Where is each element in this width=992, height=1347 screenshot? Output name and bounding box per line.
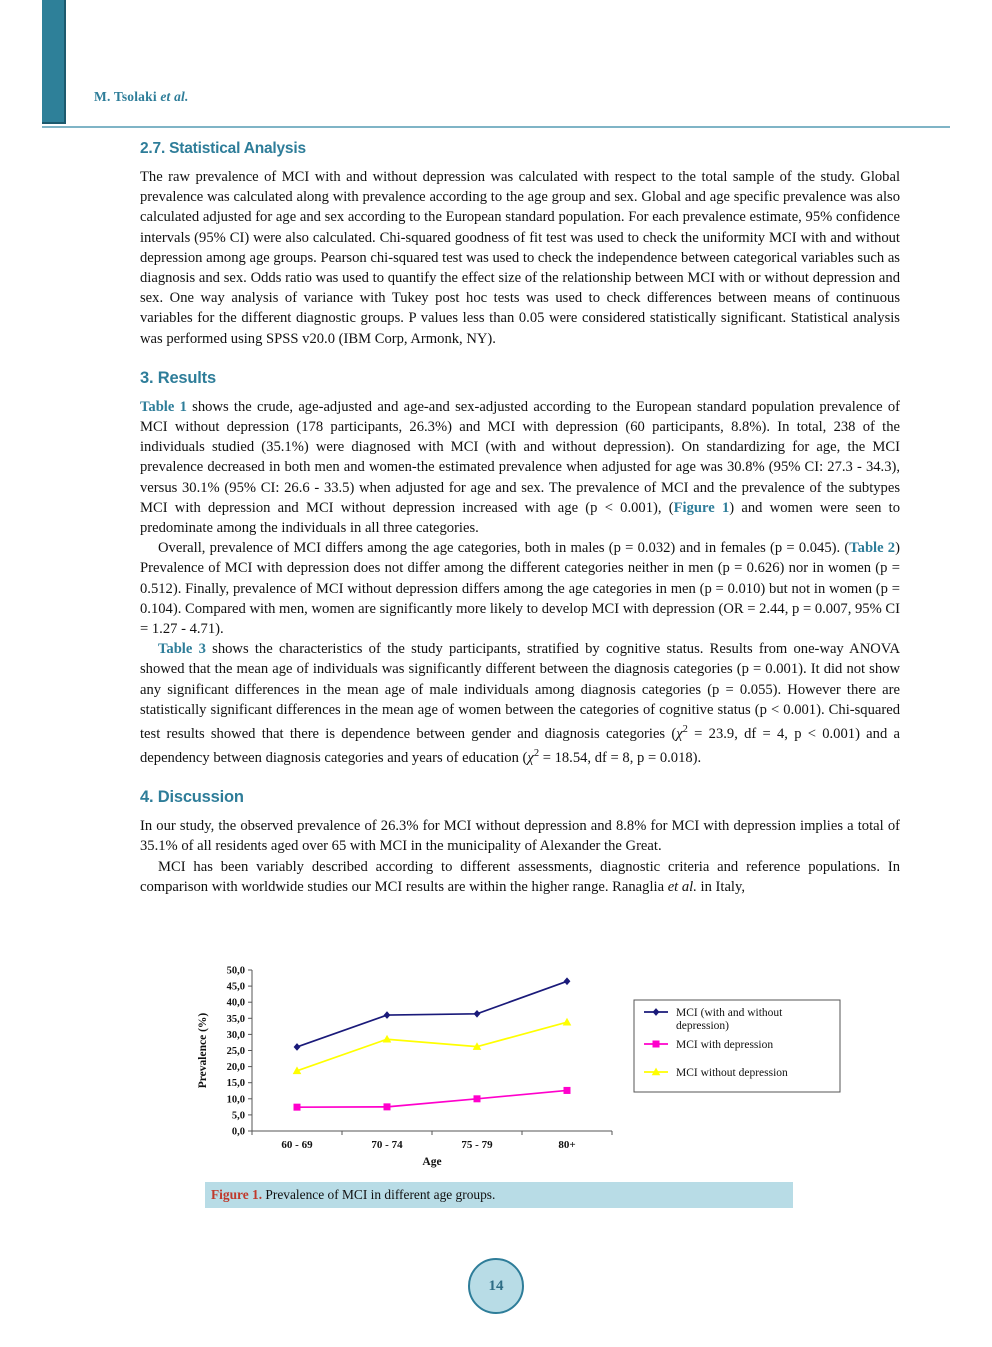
data-point-marker xyxy=(384,1104,390,1110)
chi-superscript-1: 2 xyxy=(682,724,688,736)
series-line xyxy=(297,1022,567,1071)
figure-caption-text: Prevalence of MCI in different age groups. xyxy=(262,1187,496,1202)
data-point-marker xyxy=(563,1018,571,1025)
data-point-marker xyxy=(564,978,570,985)
figure-caption-label: Figure 1. xyxy=(211,1187,263,1202)
xref-figure-1[interactable]: Figure 1 xyxy=(673,499,730,516)
chi-symbol-2: χ xyxy=(527,750,534,766)
paragraph-results-1-text-a: shows the crude, age-adjusted and age-and sex-adjusted according to the European standard population prevalence of MCI without depression (178 participants, 26.3%) and MCI with depression (60 participants, 8.8%). In total, 238 of the individuals studied (35.1%) were diagnosed with MCI (with and without depression). On standardizing for age, the MCI prevalence decreased in both men and women-the estimated prevalence when adjusted for age was 30.8% (95% CI: 27.3 - 34.3), versus 30.1% (95% CI: 26.6 - 33.5) when adjusted for age and sex. The prevalence of MCI and the prevalence of the subtypes MCI with depression and MCI without depression increased with age (p < 0.001), ( xyxy=(140,398,900,516)
chi-superscript-2: 2 xyxy=(533,748,540,760)
paragraph-discussion-2-text-a: MCI has been variably described according to different assessments, diagnostic criteria and reference populations. In comparison with worldwide studies our MCI results are within the higher range. Ranaglia xyxy=(140,858,900,895)
y-tick-label: 0,0 xyxy=(231,1126,245,1138)
legend-label: MCI with depression xyxy=(676,1039,774,1051)
paragraph-results-1-text-b: ) and women were seen to predominate among the individuals in all three categories. xyxy=(140,499,900,537)
xref-table-3[interactable]: Table 3 xyxy=(158,641,206,658)
y-tick-label: 15,0 xyxy=(226,1078,245,1090)
paragraph-discussion-1: In our study, the observed prevalence of 26.3% for MCI without depression and 8.8% for MCI with depression implies a total of 35.1% of all residents aged over 65 with MCI in the municipality of Alexander the Great. xyxy=(140,818,900,855)
data-point-marker xyxy=(474,1096,480,1102)
legend-label: depression) xyxy=(676,1020,730,1032)
etal-italic: et al. xyxy=(667,878,697,895)
figure-1-container xyxy=(140,962,900,1177)
running-head-etal: et al. xyxy=(160,89,189,104)
y-tick-label: 10,0 xyxy=(226,1094,245,1106)
x-tick-label: 75 - 79 xyxy=(461,1139,493,1151)
y-tick-label: 50,0 xyxy=(226,965,245,977)
paragraph-results-3-text-b: = 23.9, df = 4, p < 0.001) and a dependency between diagnosis categories and years of education ( xyxy=(140,725,900,766)
series-line xyxy=(297,1090,567,1107)
y-tick-label: 30,0 xyxy=(226,1029,245,1041)
x-axis-title: Age xyxy=(422,1156,442,1168)
x-tick-label: 60 - 69 xyxy=(281,1139,313,1151)
paragraph-results-3-text-c: = 18.54, df = 8, p = 0.018). xyxy=(539,750,702,766)
x-tick-label: 80+ xyxy=(558,1139,576,1151)
page-number-badge xyxy=(468,1258,524,1314)
heading-statistical-analysis: 2.7. Statistical Analysis xyxy=(140,140,306,157)
xref-table-2[interactable]: Table 2 xyxy=(849,540,896,557)
chi-symbol-1: χ xyxy=(676,725,683,742)
heading-results: 3. Results xyxy=(140,368,216,387)
paragraph-results-3-text-a: shows the characteristics of the study participants, stratified by cognitive status. Results from one-way ANOVA showed that the mean age of individuals was significantly different between the diagnosis categories (p = 0.001). It did not show any significant differences in the mean age of male individuals among diagnosis categories (p = 0.055). However there are statistically significant differences in the mean age of women between the categories of cognitive status (p < 0.001). Chi-squared test results showed that there is dependence between gender and diagnosis categories ( xyxy=(140,641,900,742)
data-point-marker xyxy=(564,1087,570,1093)
running-head xyxy=(94,89,189,105)
data-point-marker xyxy=(294,1044,300,1051)
legend-label: MCI without depression xyxy=(676,1067,788,1079)
y-tick-label: 25,0 xyxy=(226,1046,245,1057)
data-point-marker xyxy=(294,1104,300,1110)
figure-1-caption xyxy=(205,1182,793,1208)
chart-svg xyxy=(190,962,850,1177)
y-tick-label: 35,0 xyxy=(226,1013,245,1025)
paragraph-discussion-2-text-b: in Italy, xyxy=(696,878,745,895)
x-tick-label: 70 - 74 xyxy=(371,1139,403,1151)
line-chart xyxy=(190,962,850,1177)
header-accent-bar xyxy=(42,0,66,124)
series-line xyxy=(297,981,567,1047)
y-axis-title: Prevalence (%) xyxy=(197,1012,209,1089)
heading-discussion: 4. Discussion xyxy=(140,788,244,807)
y-tick-label: 5,0 xyxy=(231,1110,245,1122)
paragraph-results-2 xyxy=(140,538,900,639)
main-text-column xyxy=(140,140,900,897)
xref-table-1[interactable]: Table 1 xyxy=(140,398,187,415)
running-head-author: M. Tsolaki xyxy=(94,89,157,104)
paragraph-results-3 xyxy=(140,639,900,768)
y-tick-label: 40,0 xyxy=(226,997,245,1009)
paragraph-statistical-analysis: The raw prevalence of MCI with and without depression was calculated with respect to the total sample of the study. Global prevalence was calculated along with prevalence according to the age group and sex. Global and age specific prevalence was also calculated adjusted for age and sex according to the European standard population. For each prevalence estimate, 95% confidence intervals (95% CI) were also calculated. Chi-squared goodness of fit test was used to check the uniformity MCI with and without depression among age groups. Pearson chi-squared test was used to check the independence between categorical variables such as diagnosis and sex. Odds ratio was used to quantify the effect size of the relationship between MCI with or without depression and sex. One way analysis of variance with Tukey post hoc tests was used to check differences between means of continuous variables for the different diagnostic groups. P values less than 0.05 were considered statistically significant. Statistical analysis was performed using SPSS v20.0 (IBM Corp, Armonk, NY). xyxy=(140,169,900,347)
legend-marker xyxy=(653,1041,659,1047)
paragraph-results-2-text-b: ) Prevalence of MCI with depression does not differ among the different categories neither in men (p = 0.626) nor in women (p = 0.512). Finally, prevalence of MCI without depression differs among the age categories in men (p = 0.010) but not in women (p = 0.104). Compared with men, women are significantly more likely to develop MCI with depression (OR = 2.44, p = 0.007, 95% CI = 1.27 - 4.71). xyxy=(140,540,900,638)
paragraph-discussion-2 xyxy=(140,857,900,897)
paragraph-results-2-text-a: Overall, prevalence of MCI differs among the age categories, both in males (p = 0.032) and in females (p = 0.045). ( xyxy=(158,540,850,557)
page-number: 14 xyxy=(488,1277,504,1294)
data-point-marker xyxy=(384,1012,390,1019)
header-divider-rule xyxy=(42,126,950,128)
legend-label: MCI (with and without xyxy=(676,1007,783,1019)
paragraph-results-1 xyxy=(140,397,900,538)
y-tick-label: 45,0 xyxy=(226,981,245,993)
y-tick-label: 20,0 xyxy=(226,1062,245,1074)
data-point-marker xyxy=(474,1010,480,1017)
